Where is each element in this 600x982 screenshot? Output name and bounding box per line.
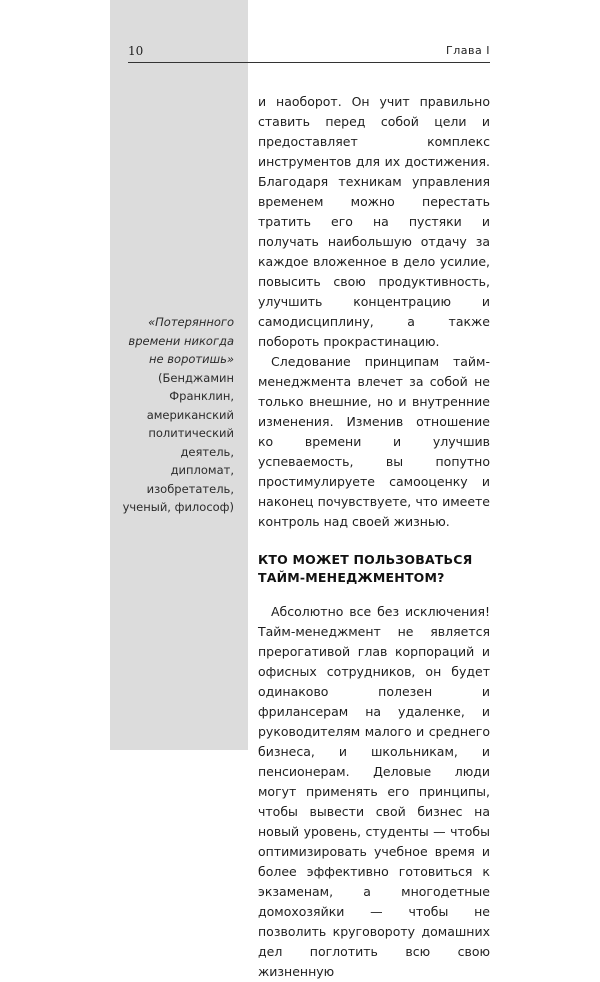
main-text-column xyxy=(258,92,490,982)
header-rule xyxy=(128,62,490,63)
section-heading: КТО МОЖЕТ ПОЛЬЗОВАТЬСЯ ТАЙМ-МЕНЕДЖМЕНТОМ? xyxy=(258,552,473,585)
page-number: 10 xyxy=(128,44,144,58)
running-head-chapter: Глава I xyxy=(446,44,490,57)
quote-text: «Потерянного времени никогда не воротишь» xyxy=(128,315,234,366)
body-paragraph-2: Следование принципам тайм-менеджмента влечет за собой не только внешние, но и внутренние изменения. Изменив отношение ко времени и улучшив успеваемость, вы попутно простимулируете самооценку и наконец почувствуете, что имеете контроль над своей жизнью. xyxy=(258,354,490,529)
body-paragraph-1: и наоборот. Он учит правильно ставить перед собой цели и предоставляет комплекс инструментов для их достижения. Благодаря техникам управления временем можно перестать тратить его на пустяки и получать наибольшую отдачу за каждое вложенное в дело усилие, повысить свою продуктивность, улучшить концентрацию и самодисциплину, а также побороть прокрастинацию. xyxy=(258,94,490,349)
body-paragraph-3: Абсолютно все без исключения! Тайм-менеджмент не является прерогативой глав корпораций и офисных сотрудников, он будет одинаково полезен и фрилансерам на удаленке, и руководителям малого и среднего бизнеса, и школьникам, и пенсионерам. Деловые люди могут применять его принципы, чтобы вывести свой бизнес на новый уровень, студенты — чтобы оптимизировать учебное время и более эффективно готовиться к экзаменам, а многодетные домохозяйки — чтобы не позволить круговороту домашних дел поглотить всю свою жизненную xyxy=(258,604,490,979)
quote-attribution: (Бенджамин Франклин, американский политический деятель, дипломат, изобретатель, ученый, философ) xyxy=(122,370,234,514)
sidebar-quote xyxy=(120,313,234,517)
page-header xyxy=(128,44,490,64)
